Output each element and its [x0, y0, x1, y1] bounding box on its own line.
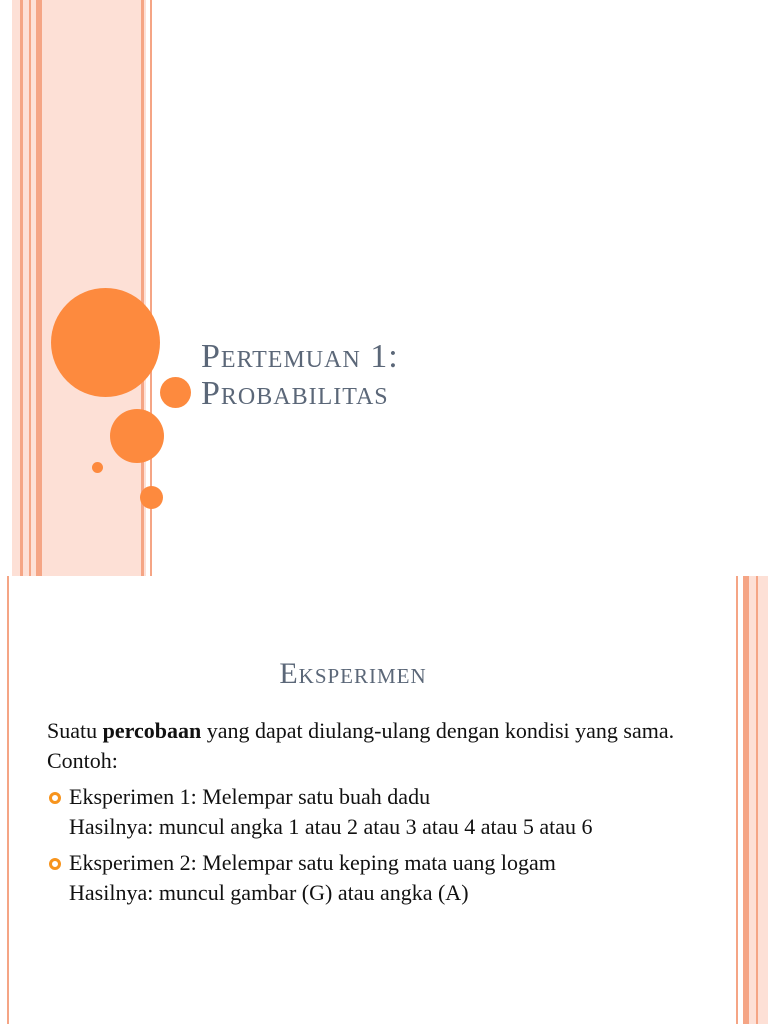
- title-line-1: Pertemuan 1:: [201, 338, 399, 375]
- list-item: [47, 848, 714, 878]
- slide-heading: Eksperimen: [279, 657, 427, 690]
- decorative-band: [12, 0, 146, 576]
- decorative-line: [7, 576, 9, 1024]
- key-term: percobaan: [102, 718, 202, 743]
- ring-bullet-icon: [49, 792, 61, 804]
- slide-title: [201, 338, 399, 412]
- content-slide: [0, 576, 768, 1024]
- slide-body: [47, 716, 714, 908]
- title-line-2: Probabilitas: [201, 375, 389, 412]
- list-item-result: Hasilnya: muncul angka 1 atau 2 atau 3 atau 4 atau 5 atau 6: [69, 814, 593, 839]
- definition-paragraph: [47, 716, 714, 746]
- intro-text: Suatu: [47, 718, 103, 743]
- list-item-text: Eksperimen 2: Melempar satu keping mata uang logam: [69, 850, 556, 875]
- decorative-line: [736, 576, 738, 1024]
- decorative-line: [756, 576, 758, 1024]
- list-item: [47, 782, 714, 812]
- list-item-result: Hasilnya: muncul gambar (G) atau angka (A): [69, 880, 469, 905]
- example-label: Contoh:: [47, 748, 118, 773]
- small-circle-decoration: [140, 486, 163, 509]
- ring-bullet-icon: [49, 858, 61, 870]
- list-item-text: Eksperimen 1: Melempar satu buah dadu: [69, 784, 431, 809]
- decorative-line: [36, 0, 42, 576]
- decorative-line: [20, 0, 23, 576]
- intro-text: yang dapat diulang-ulang dengan kondisi yang sama.: [201, 718, 675, 743]
- decorative-line: [743, 576, 749, 1024]
- tiny-circle-decoration: [92, 462, 103, 473]
- large-circle-decoration: [51, 288, 160, 397]
- small-circle-decoration: [160, 377, 191, 408]
- medium-circle-decoration: [110, 409, 164, 463]
- decorative-line: [29, 0, 31, 576]
